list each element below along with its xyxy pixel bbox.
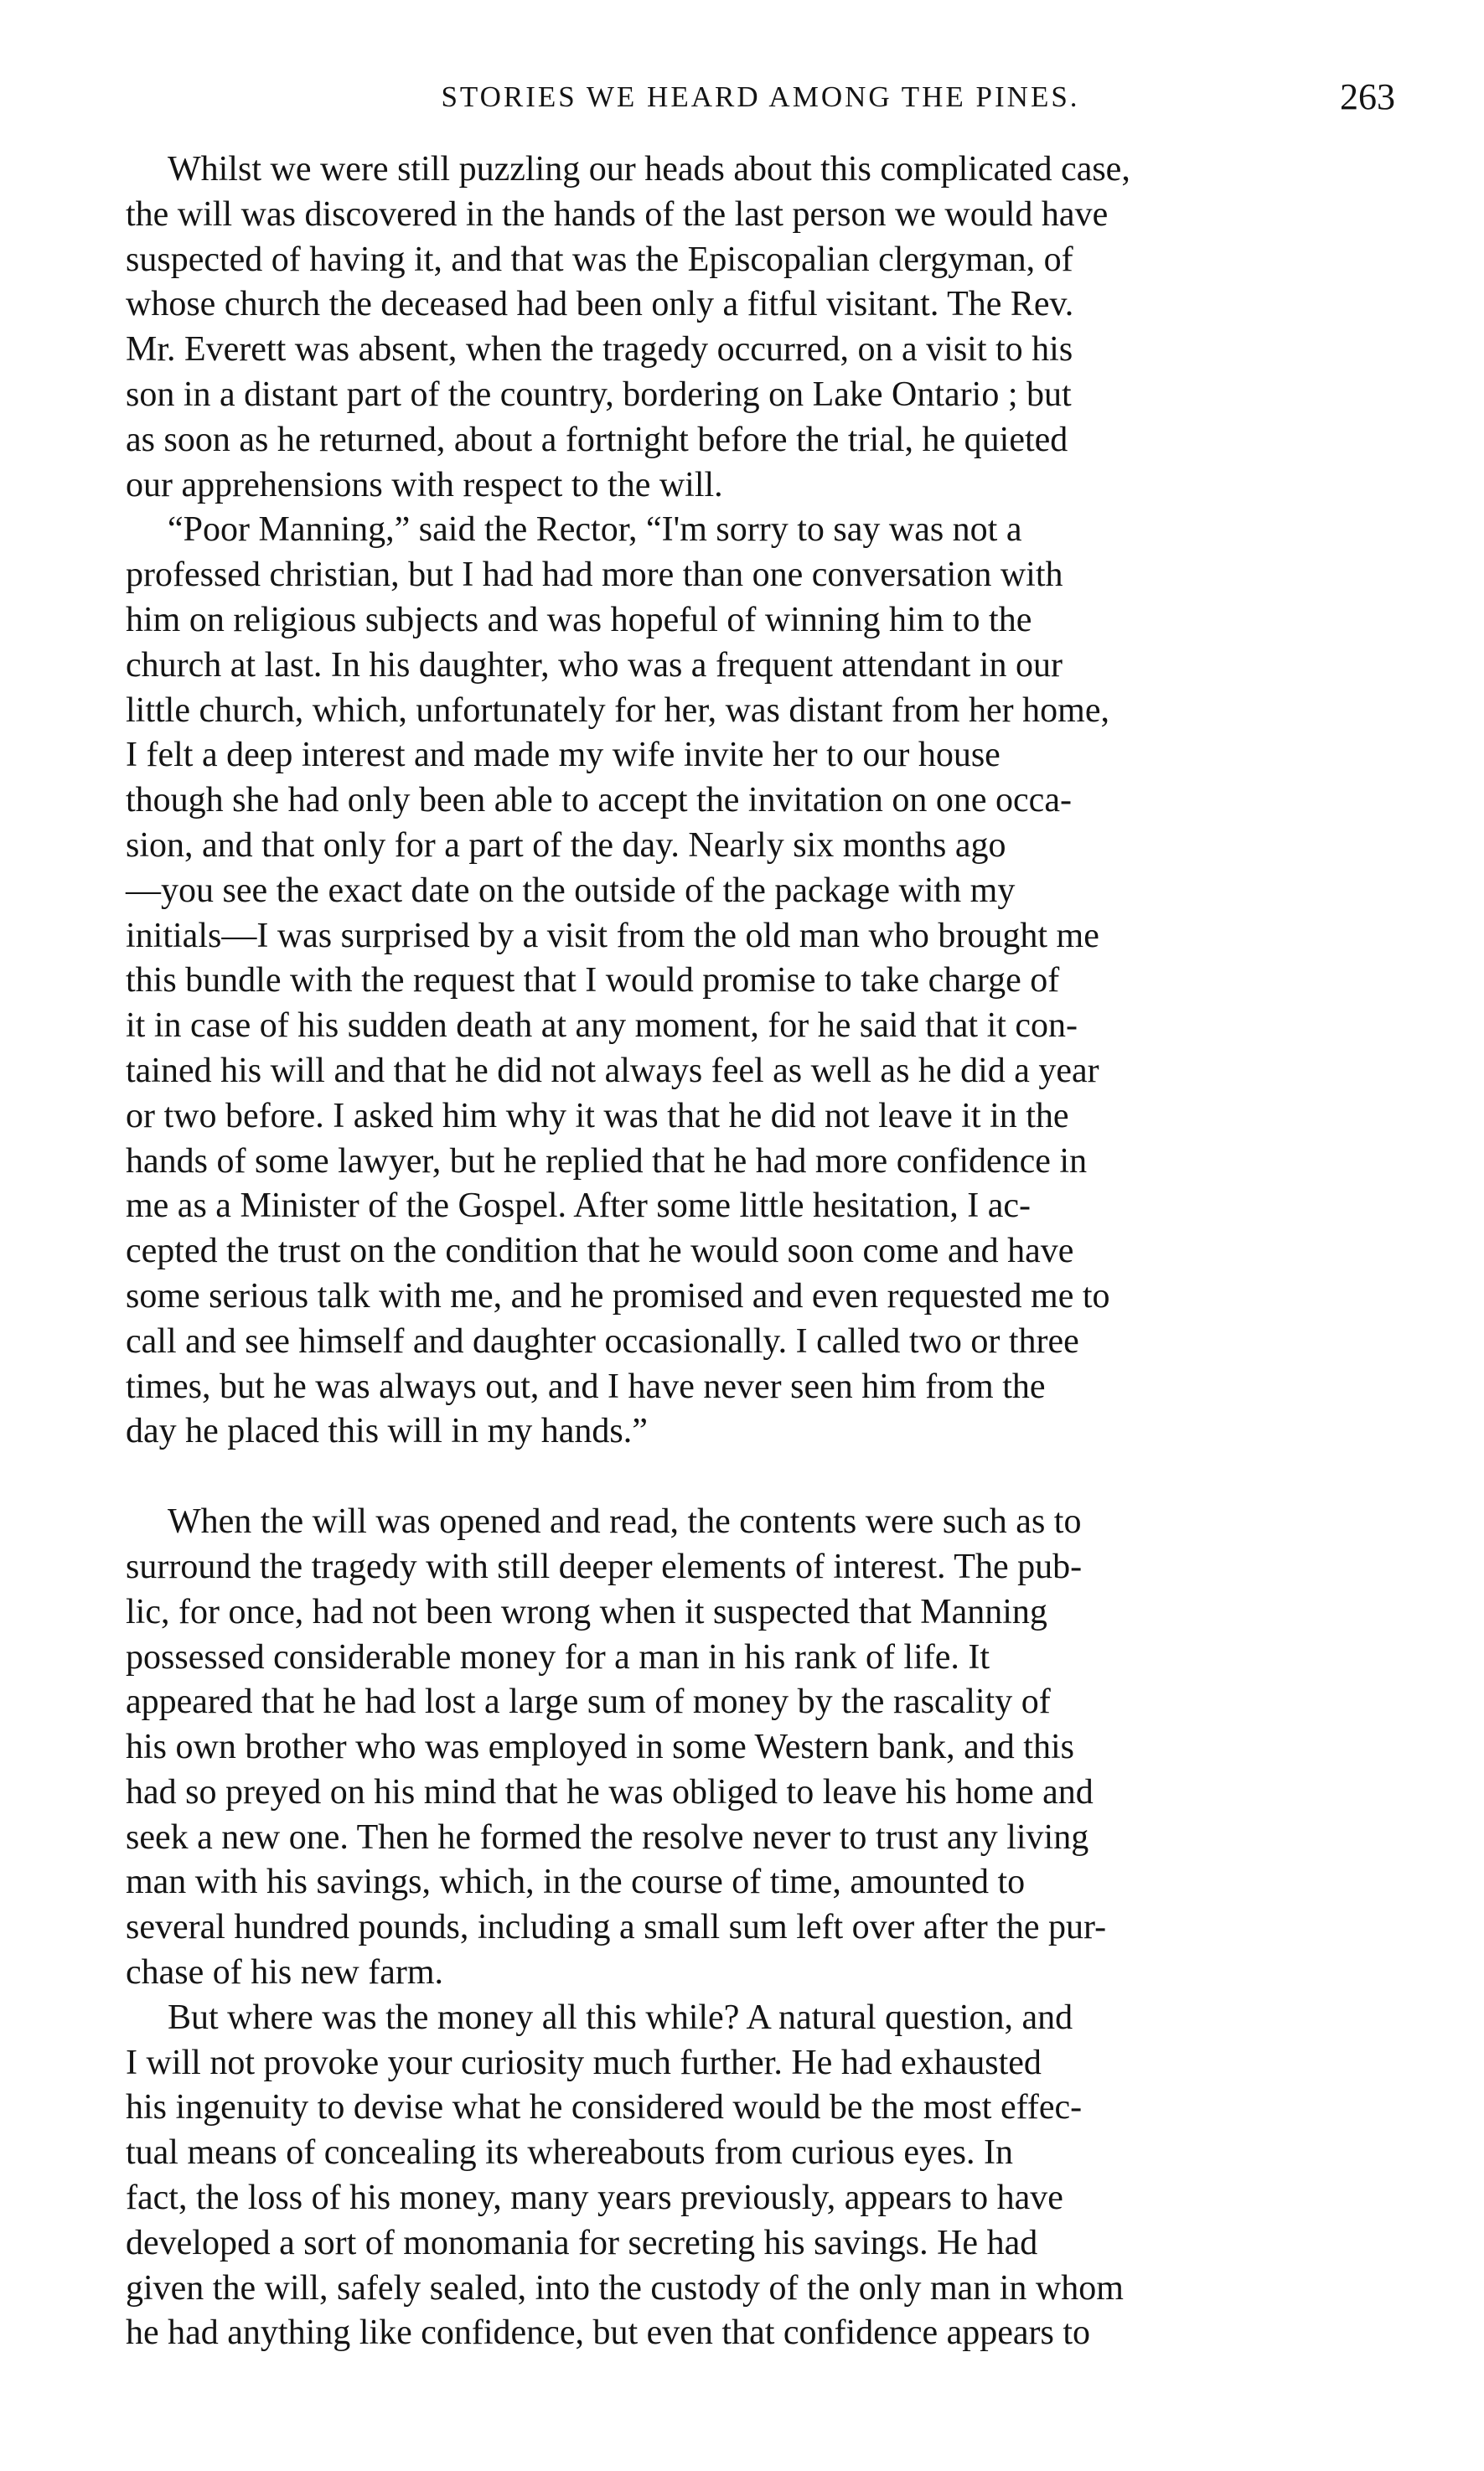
text-line: surround the tragedy with still deeper elements of interest. The pub- bbox=[126, 1547, 1083, 1586]
text-line: cepted the trust on the condition that he would soon come and have bbox=[126, 1232, 1074, 1271]
text-line: Whilst we were still puzzling our heads about this complicated case, bbox=[168, 150, 1130, 189]
text-line: son in a distant part of the country, bordering on Lake Ontario ; but bbox=[126, 375, 1072, 414]
text-line: Mr. Everett was absent, when the tragedy occurred, on a visit to his bbox=[126, 330, 1073, 370]
paragraph bbox=[126, 508, 1395, 1455]
text-line: given the will, safely sealed, into the custody of the only man in whom bbox=[126, 2268, 1124, 2308]
text-line: though she had only been able to accept the invitation on one occa- bbox=[126, 781, 1072, 820]
text-line: as soon as he returned, about a fortnight before the trial, he quieted bbox=[126, 420, 1068, 459]
text-line: times, but he was always out, and I have never seen him from the bbox=[126, 1367, 1046, 1406]
text-line: developed a sort of monomania for secreting his savings. He had bbox=[126, 2223, 1038, 2262]
text-line: tual means of concealing its whereabouts from curious eyes. In bbox=[126, 2133, 1014, 2173]
text-line: call and see himself and daughter occasionally. I called two or three bbox=[126, 1321, 1079, 1361]
text-line: When the will was opened and read, the contents were such as to bbox=[168, 1502, 1082, 1542]
text-line: this bundle with the request that I would promise to take charge of bbox=[126, 961, 1060, 1000]
paragraph bbox=[126, 147, 1395, 508]
section-break bbox=[126, 1455, 1395, 1500]
text-line: lic, for once, had not been wrong when it suspected that Manning bbox=[126, 1592, 1047, 1631]
text-line: “Poor Manning,” said the Rector, “I'm sorry to say was not a bbox=[168, 510, 1022, 550]
paragraph bbox=[126, 1500, 1395, 1996]
text-body bbox=[126, 147, 1395, 2356]
text-line: several hundred pounds, including a small sum left over after the pur- bbox=[126, 1908, 1107, 1947]
text-line: his own brother who was employed in some Western bank, and this bbox=[126, 1728, 1074, 1767]
text-line: day he placed this will in my hands.” bbox=[126, 1412, 648, 1451]
text-line: he had anything like confidence, but even that confidence appears to bbox=[126, 2313, 1091, 2353]
text-line: whose church the deceased had been only a fitful visitant. The Rev. bbox=[126, 285, 1074, 324]
text-line: suspected of having it, and that was the Episcopalian clergyman, of bbox=[126, 240, 1073, 279]
text-line: me as a Minister of the Gospel. After some little hesitation, I ac- bbox=[126, 1186, 1032, 1226]
text-line: I felt a deep interest and made my wife invite her to our house bbox=[126, 736, 1001, 775]
text-line: tained his will and that he did not always feel as well as he did a year bbox=[126, 1051, 1099, 1090]
text-line: church at last. In his daughter, who was a frequent attendant in our bbox=[126, 645, 1063, 685]
text-line: hands of some lawyer, but he replied that he had more confidence in bbox=[126, 1141, 1088, 1181]
text-line: initials—I was surprised by a visit from the old man who brought me bbox=[126, 916, 1099, 955]
text-line: our apprehensions with respect to the will. bbox=[126, 465, 723, 504]
text-line: appeared that he had lost a large sum of money by the rascality of bbox=[126, 1683, 1051, 1722]
text-line: sion, and that only for a part of the day. Nearly six months ago bbox=[126, 825, 1006, 865]
text-line: But where was the money all this while? A natural question, and bbox=[168, 1998, 1073, 2037]
text-line: it in case of his sudden death at any moment, for he said that it con- bbox=[126, 1006, 1078, 1046]
page-number: 263 bbox=[1340, 76, 1395, 117]
text-line: fact, the loss of his money, many years previously, appears to have bbox=[126, 2179, 1063, 2218]
text-line: I will not provoke your curiosity much further. He had exhausted bbox=[126, 2043, 1042, 2082]
text-line: his ingenuity to devise what he considered would be the most effec- bbox=[126, 2088, 1083, 2127]
text-line: seek a new one. Then he formed the resolve never to trust any living bbox=[126, 1817, 1089, 1857]
text-line: possessed considerable money for a man in his rank of life. It bbox=[126, 1637, 990, 1677]
paragraph bbox=[126, 1996, 1395, 2356]
text-line: the will was discovered in the hands of the last person we would have bbox=[126, 194, 1109, 234]
text-line: had so preyed on his mind that he was obliged to leave his home and bbox=[126, 1772, 1094, 1812]
running-title: STORIES WE HEARD AMONG THE PINES. bbox=[441, 80, 1080, 113]
text-line: man with his savings, which, in the course of time, amounted to bbox=[126, 1863, 1026, 1902]
text-line: —you see the exact date on the outside of the package with my bbox=[126, 871, 1016, 910]
text-line: chase of his new farm. bbox=[126, 1953, 444, 1993]
text-line: professed christian, but I had had more than one conversation with bbox=[126, 556, 1063, 595]
running-head bbox=[126, 72, 1395, 122]
text-line: some serious talk with me, and he promised and even requested me to bbox=[126, 1276, 1110, 1316]
text-line: little church, which, unfortunately for her, was distant from her home, bbox=[126, 690, 1109, 730]
text-line: him on religious subjects and was hopeful of winning him to the bbox=[126, 600, 1032, 639]
text-line: or two before. I asked him why it was that he did not leave it in the bbox=[126, 1096, 1069, 1135]
